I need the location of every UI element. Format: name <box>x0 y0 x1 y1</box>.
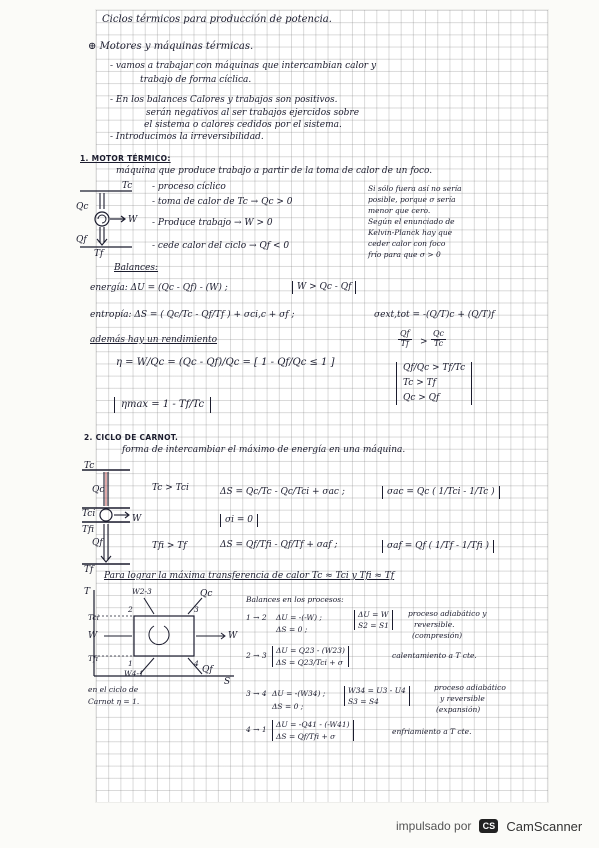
section1-subtitle: máquina que produce trabajo a partir de la toma de calor de un foco. <box>116 166 433 176</box>
intro-line: el sistema o calores cedidos por el sistema. <box>144 120 342 130</box>
ts-label-tfi: Tfi <box>88 654 99 663</box>
ineq-fraction-right: $\frac{Qc}{Tc}$ <box>433 329 445 348</box>
step-3-4: 3 → 4 <box>246 689 267 698</box>
ts-label-qc: Qc <box>200 589 213 599</box>
step-1-2-du: ΔU = -(-W) ; <box>276 613 322 622</box>
entropy-balance: entropía: ΔS = ( Qc/Tc - Qf/Tf ) + σci,c + σf ; <box>90 310 295 320</box>
energy-box: W > Qc - Qf <box>292 281 356 294</box>
max-transfer-note: Para lograr la máxima transferencia de calor Tc ≈ Tci y Tfi ≈ Tf <box>104 571 395 581</box>
efficiency-note: además hay un rendimiento <box>90 335 218 345</box>
step-3-4-desc: proceso adiabático <box>434 683 506 692</box>
intro-line: serán negativos al ser trabajos ejercidos sobre <box>146 108 360 118</box>
step-2-3-box: ΔU = Q23 - (W23) ΔS = Q23/Tci + σ <box>272 646 349 667</box>
energy-balance: energía: ΔU = (Qc - Qf) - (W) ; <box>90 283 228 293</box>
label-qf: Qf <box>76 235 87 245</box>
sigma-ext-total: σext,tot = -(Q/T)c + (Q/T)f <box>374 310 495 320</box>
step-3-4-du: ΔU = -(W34) ; <box>272 689 326 698</box>
sigma-af-box: σaf = Qf ( 1/Tf - 1/Tfi ) <box>382 540 494 553</box>
eta-max-box: ηmax = 1 - Tf/Tc <box>114 397 211 413</box>
carnot-ts-diagram <box>84 586 244 682</box>
step-3-4-box: W34 = U3 - U4 S3 = S4 <box>344 686 410 706</box>
step-2-3: 2 → 3 <box>246 651 267 660</box>
step-4-1-box: ΔU = -Q41 - (-W41) ΔS = Qf/Tfi + σ <box>272 720 354 741</box>
label-qc: Qc <box>76 202 89 212</box>
ts-label-w-out: W <box>228 631 238 641</box>
step-4-1-desc: enfriamiento a T cte. <box>392 727 472 736</box>
label-tf: Tf <box>94 249 104 259</box>
ts-label-w23: W2-3 <box>132 587 152 596</box>
intro-line: trabajo de forma cíclica. <box>140 75 252 85</box>
ratio-box: Qf/Qc > Tf/Tc Tc > Tf Qc > Qf <box>396 362 472 405</box>
carnot-label-tci: Tci <box>82 509 96 519</box>
intro-heading: ⊕ Motores y máquinas térmicas. <box>88 41 254 52</box>
step-4-1: 4 → 1 <box>246 725 267 734</box>
carnot-label-tfi: Tfi <box>82 525 95 535</box>
scanner-footer <box>396 816 582 836</box>
ts-node-4: 4 <box>194 659 199 668</box>
kelvin-note: ceder calor con foco <box>368 239 446 248</box>
ts-label-w: W <box>88 631 98 641</box>
step-1-2: 1 → 2 <box>246 613 267 622</box>
step-2-3-desc: calentamiento a T cte. <box>392 651 477 660</box>
carnot-label-w: W <box>132 514 142 524</box>
ineq-tc-tci: Tc > Tci <box>152 483 189 493</box>
kelvin-note: Según el enunciado de <box>368 217 455 226</box>
carnot-efficiency-note: en el ciclo de <box>88 685 139 694</box>
sigma-ac-box: σac = Qc ( 1/Tci - 1/Tc ) <box>382 486 500 499</box>
ts-node-2: 2 <box>128 605 133 614</box>
carnot-label-tf: Tf <box>84 565 94 575</box>
step-1-2-box: ΔU = W S2 = S1 <box>354 610 393 630</box>
engine-list-item: - cede calor del ciclo → Qf < 0 <box>152 241 290 251</box>
carnot-efficiency-note: Carnot η = 1. <box>88 697 140 706</box>
ts-label-tci: Tci <box>88 613 100 622</box>
kelvin-note: Kelvin-Planck hay que <box>368 228 453 237</box>
greater-sign: > <box>420 337 428 347</box>
entropy-cold: ΔS = Qf/Tfi - Qf/Tf + σaf ; <box>220 540 338 550</box>
intro-line: - vamos a trabajar con máquinas que intercambian calor y <box>110 61 377 71</box>
step-1-2-desc: reversible. <box>414 620 455 629</box>
engine-list-item: - proceso cíclico <box>152 182 226 192</box>
step-3-4-ds: ΔS = 0 ; <box>272 702 304 711</box>
step-3-4-desc: y reversible <box>440 694 485 703</box>
page-title: Ciclos térmicos para producción de potencia. <box>102 14 332 25</box>
ts-axis-s: S <box>224 677 231 687</box>
efficiency-formula: η = W/Qc = (Qc - Qf)/Qc = [ 1 - Qf/Qc ≤ 1 ] <box>116 357 335 368</box>
carnot-label-qf: Qf <box>92 538 103 548</box>
entropy-hot: ΔS = Qc/Tc - Qc/Tci + σac ; <box>220 487 345 497</box>
ts-node-3: 3 <box>194 605 199 614</box>
section1-heading: 1. MOTOR TÉRMICO: <box>80 154 171 163</box>
section2-heading: 2. CICLO DE CARNOT. <box>84 433 179 442</box>
step-1-2-desc: (compresión) <box>412 631 463 640</box>
engine-list-item: - Produce trabajo → W > 0 <box>152 218 273 228</box>
kelvin-note: Si sólo fuera así no sería <box>368 184 462 193</box>
notebook-page <box>76 10 548 802</box>
carnot-label-qc: Qc <box>92 485 105 495</box>
ineq-fraction-left: $\frac{Qf}{Tf}$ <box>400 329 410 348</box>
ts-label-qf: Qf <box>202 665 213 675</box>
ts-axis-t: T <box>84 587 91 597</box>
carnot-label-tc: Tc <box>84 461 95 471</box>
kelvin-note: posible, porque σ sería <box>368 195 456 204</box>
camscanner-brand: CamScanner <box>506 818 583 834</box>
step-3-4-desc: (expansión) <box>436 705 481 714</box>
kelvin-note: frío para que σ > 0 <box>368 250 441 259</box>
label-tc: Tc <box>122 181 133 191</box>
section2-subtitle: forma de intercambiar el máximo de energía en una máquina. <box>122 445 406 455</box>
process-balances-label: Balances en los procesos: <box>246 595 344 604</box>
camscanner-logo-icon: CS <box>479 819 498 833</box>
label-w: W <box>128 215 138 225</box>
engine-list-item: - toma de calor de Tc → Qc > 0 <box>152 197 293 207</box>
intro-line: - Introducimos la irreversibilidad. <box>110 132 264 142</box>
kelvin-note: menor que cero. <box>368 206 431 215</box>
sigma-zero-box: σi = 0 <box>220 514 258 527</box>
balances-label: Balances: <box>114 263 159 273</box>
powered-by-text: impulsado por <box>396 819 472 833</box>
ts-node-1: 1 <box>128 659 133 668</box>
ts-label-w41: W4-1 <box>124 669 144 678</box>
step-1-2-ds: ΔS = 0 ; <box>276 625 308 634</box>
ineq-tfi-tf: Tfi > Tf <box>152 541 187 551</box>
step-1-2-desc: proceso adiabático y <box>408 609 487 618</box>
intro-line: - En los balances Calores y trabajos son positivos. <box>110 95 338 105</box>
